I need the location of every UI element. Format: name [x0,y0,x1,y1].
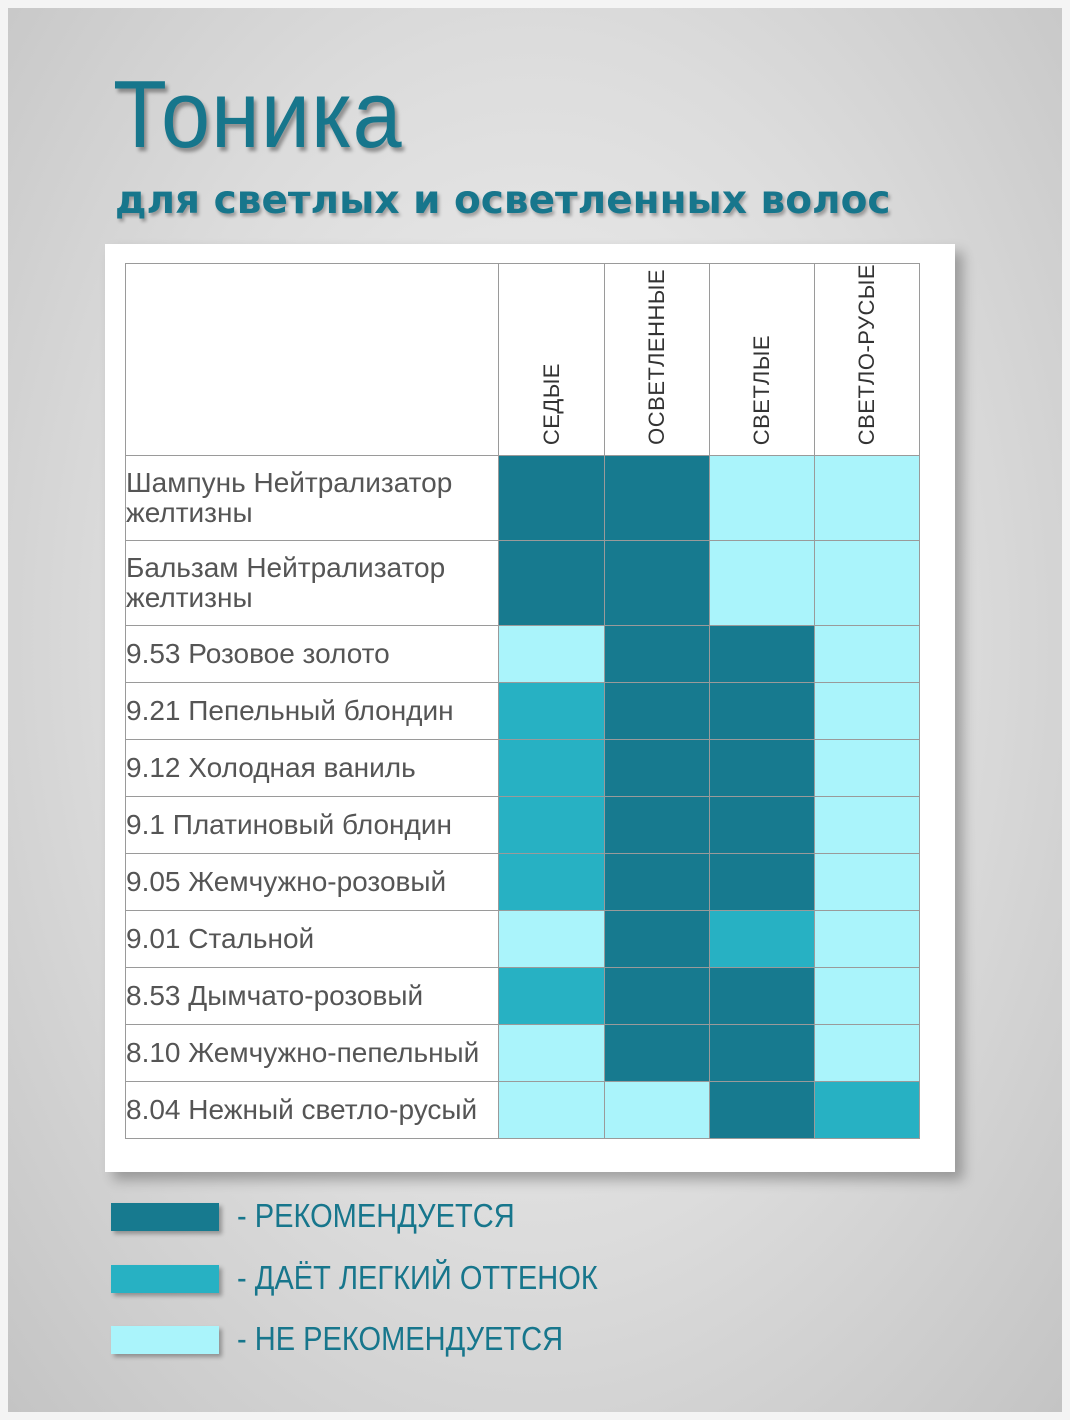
rating-cell-not [709,456,814,541]
legend-label: - ДАЁТ ЛЕГКИЙ ОТТЕНОК [237,1259,598,1296]
rating-cell-not [499,911,604,968]
rating-cell-rec [709,797,814,854]
rating-cell-rec [709,1025,814,1082]
page-subtitle: для светлых и осветленных волос [115,178,891,223]
table-row [126,968,920,1025]
compatibility-card [105,244,955,1172]
rating-cell-not [814,797,919,854]
product-name: 8.53 Дымчато-розовый [126,968,499,1025]
column-label: СВЕТЛО-РУСЫЕ [853,264,879,446]
rating-cell-light [499,854,604,911]
rating-cell-rec [604,911,709,968]
rating-cell-rec [499,456,604,541]
rating-cell-rec [709,626,814,683]
product-name: 9.01 Стальной [126,911,499,968]
table-row [126,854,920,911]
legend-label: - РЕКОМЕНДУЕТСЯ [237,1197,515,1234]
rating-cell-not [814,626,919,683]
table-row [126,683,920,740]
rating-cell-light [709,911,814,968]
table-row [126,797,920,854]
product-name: Шампунь Нейтрализатор желтизны [126,456,499,541]
rating-cell-rec [604,797,709,854]
product-name: 9.12 Холодная ваниль [126,740,499,797]
compatibility-table [125,263,920,1139]
table-header-row [126,264,920,456]
rating-cell-light [499,740,604,797]
rating-cell-not [814,911,919,968]
header-empty-cell [126,264,499,456]
rating-cell-not [499,1082,604,1139]
column-label: СЕДЫЕ [538,363,564,446]
rating-cell-light [499,797,604,854]
table-row [126,626,920,683]
rating-cell-light [499,968,604,1025]
rating-cell-rec [604,1025,709,1082]
rating-cell-light [814,1082,919,1139]
rating-cell-rec [709,1082,814,1139]
poster [8,8,1062,1412]
table-row [126,1025,920,1082]
rating-cell-not [814,1025,919,1082]
rating-cell-rec [604,541,709,626]
rating-cell-not [814,854,919,911]
product-name: 8.10 Жемчужно-пепельный [126,1025,499,1082]
rating-cell-not [814,740,919,797]
rating-cell-not [814,968,919,1025]
rating-cell-rec [709,854,814,911]
page-title: Тоника [113,61,403,168]
rating-cell-rec [709,740,814,797]
table-row [126,911,920,968]
rating-cell-not [604,1082,709,1139]
rating-cell-rec [709,968,814,1025]
rating-cell-rec [604,740,709,797]
rating-cell-not [499,626,604,683]
rating-cell-light [499,683,604,740]
legend-swatch [111,1265,219,1293]
rating-cell-rec [604,683,709,740]
column-header-gray [499,264,604,456]
product-name: 9.1 Платиновый блондин [126,797,499,854]
rating-cell-not [814,456,919,541]
product-name: Бальзам Нейтрализатор желтизны [126,541,499,626]
legend-label: - НЕ РЕКОМЕНДУЕТСЯ [237,1320,564,1357]
rating-cell-not [709,541,814,626]
table-row [126,456,920,541]
column-header-light [709,264,814,456]
product-name: 9.53 Розовое золото [126,626,499,683]
product-name: 9.21 Пепельный блондин [126,683,499,740]
column-label: СВЕТЛЫЕ [748,335,774,446]
rating-cell-rec [604,854,709,911]
product-name: 8.04 Нежный светло-русый [126,1082,499,1139]
rating-cell-not [499,1025,604,1082]
column-label: ОСВЕТЛЕННЫЕ [643,269,669,446]
table-row [126,541,920,626]
table-row [126,1082,920,1139]
table-row [126,740,920,797]
rating-cell-rec [499,541,604,626]
rating-cell-rec [604,456,709,541]
rating-cell-rec [604,626,709,683]
rating-cell-rec [604,968,709,1025]
legend-swatch [111,1203,219,1231]
column-header-lightened [604,264,709,456]
rating-cell-rec [709,683,814,740]
legend-swatch [111,1326,219,1354]
column-header-light-brown [814,264,919,456]
product-name: 9.05 Жемчужно-розовый [126,854,499,911]
rating-cell-not [814,541,919,626]
rating-cell-not [814,683,919,740]
